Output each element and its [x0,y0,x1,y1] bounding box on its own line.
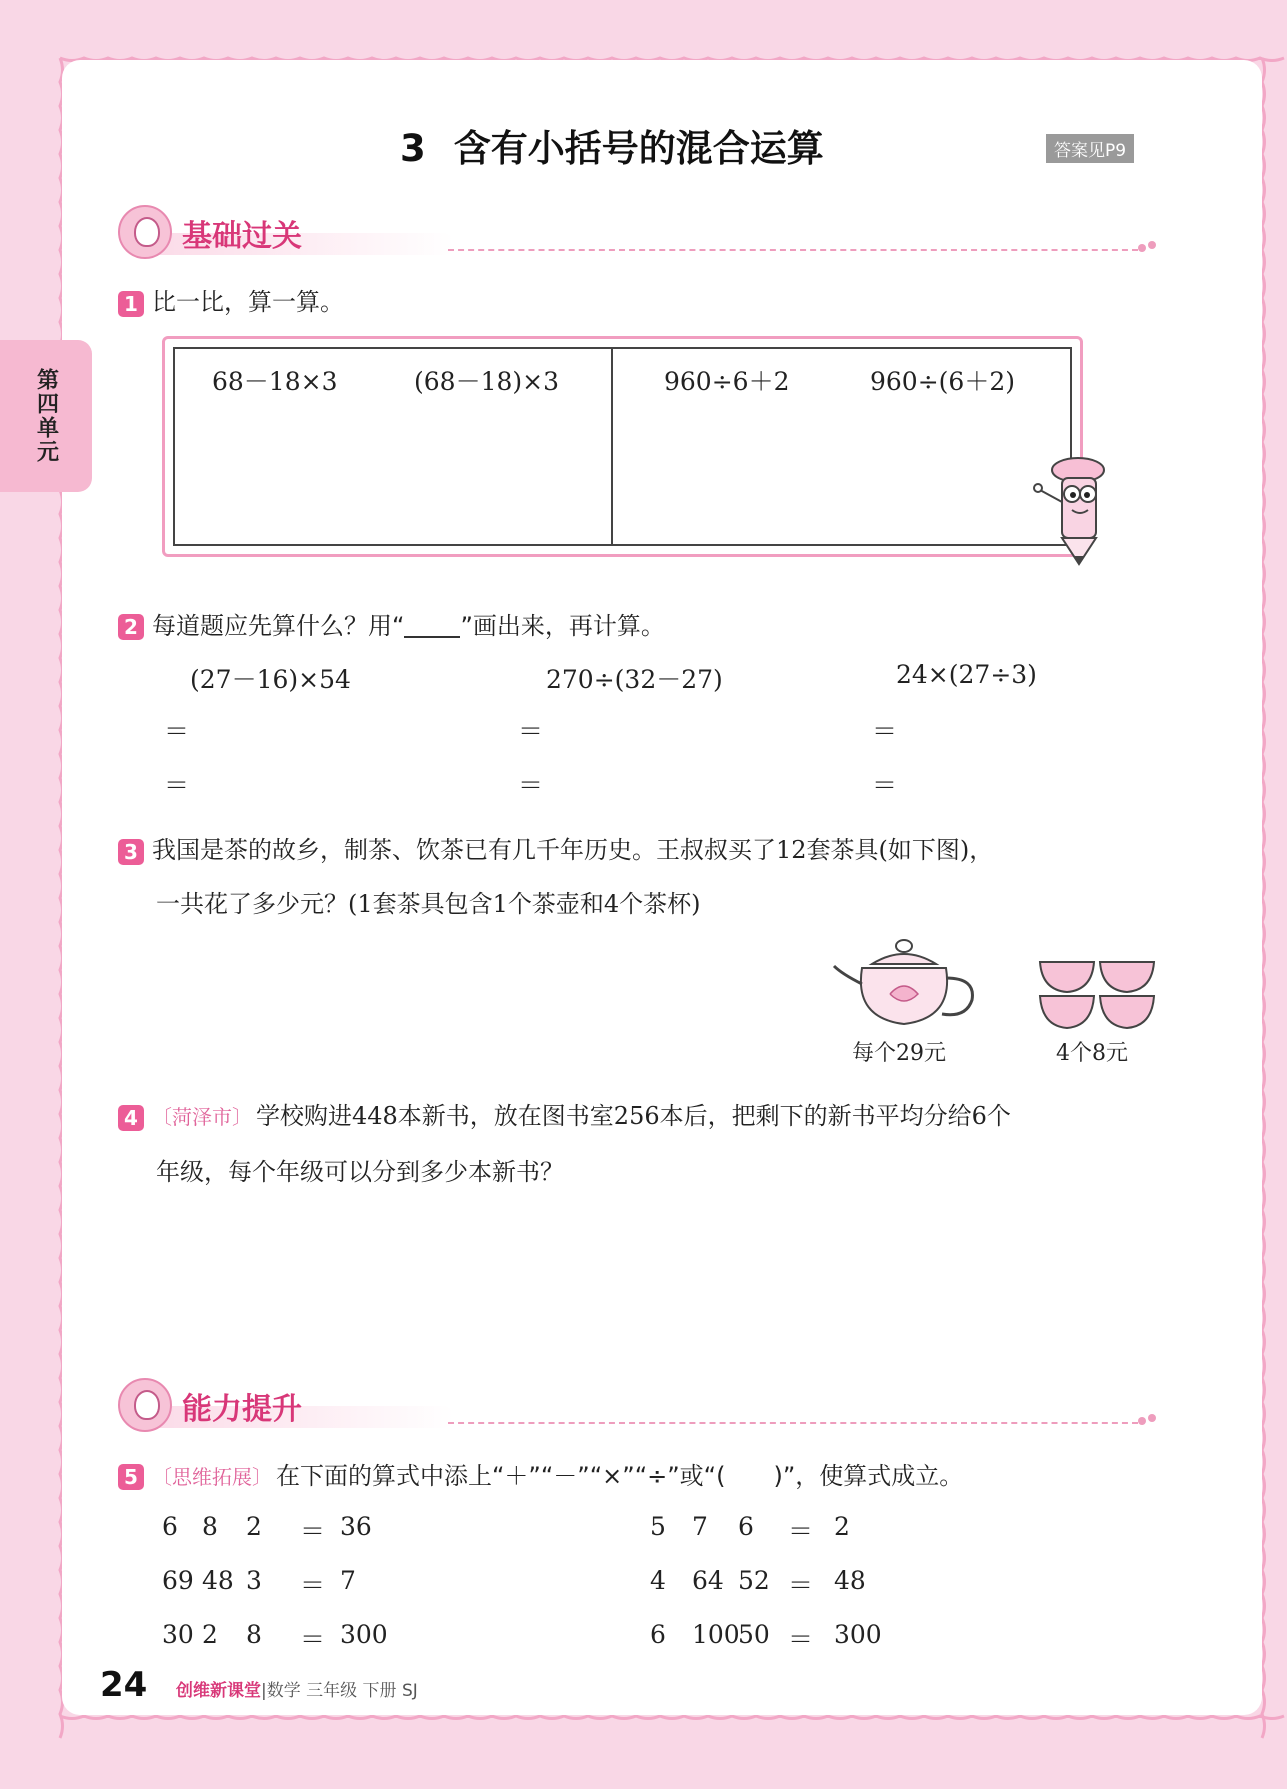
teacups-icon [1036,954,1160,1034]
equals-line: ＝ [518,771,544,800]
equation-number: 50 [738,1620,770,1649]
equation-number: 100 [692,1620,740,1649]
mascot-icon [118,205,172,259]
equation-number: 4 [650,1566,666,1595]
question-number: 2 [118,614,144,640]
teapot-icon [832,938,980,1034]
brand-name: 创维新课堂 [176,1681,261,1701]
equation-number: 64 [692,1566,724,1595]
footer-separator: | [261,1681,267,1701]
cups-price-label: 4个8元 [1056,1041,1128,1066]
unit-label: 第四单元 [33,368,59,464]
mascot-icon [118,1378,172,1432]
equals-line: ＝ [164,771,190,800]
expression: (68－18)×3 [414,367,559,396]
equation-number: 7 [340,1566,356,1595]
equation-number: 3 [246,1566,262,1595]
equals-sign: ＝ [300,1625,326,1654]
question-prompt: 在下面的算式中添上“＋”“－”“×”“÷”或“( )”，使算式成立。 [276,1462,964,1490]
teapot-price-label: 每个29元 [852,1041,946,1066]
pencil-mascot-icon [1026,452,1116,572]
equals-sign: ＝ [788,1625,814,1654]
equation-number: 48 [834,1566,866,1595]
question-prompt: 比一比，算一算。 [152,288,344,316]
expression: 960÷6＋2 [664,367,790,396]
dashed-divider [448,1422,1138,1424]
equation-number: 2 [834,1512,850,1541]
expression: 270÷(32－27) [546,665,723,694]
equation-number: 36 [340,1512,372,1541]
question-prompt-part-a: 每道题应先算什么？用“ [152,612,405,640]
question-4 [118,1096,1011,1131]
equation-number: 5 [650,1512,666,1541]
equation-number: 7 [692,1512,708,1541]
equals-line: ＝ [872,771,898,800]
question-number: 4 [118,1105,144,1131]
question-3-line-2: 一共花了多少元？(1套茶具包含1个茶壶和4个茶杯) [156,890,701,918]
section-header-advanced [118,1378,1158,1432]
equals-sign: ＝ [300,1517,326,1546]
lesson-number: 3 [400,127,426,170]
equation-number: 300 [340,1620,388,1649]
question-2 [118,606,665,641]
answer-reference-badge: 答案见P9 [1046,134,1134,163]
question-text-line-1: 学校购进448本新书，放在图书室256本后，把剩下的新书平均分给6个 [256,1102,1011,1130]
equation-number: 69 [162,1566,194,1595]
question-number: 5 [118,1464,144,1490]
question-5 [118,1456,963,1491]
dots-icon [1138,1414,1158,1428]
equals-sign: ＝ [300,1571,326,1600]
equation-number: 6 [650,1620,666,1649]
question-text-line-1: 我国是茶的故乡，制茶、饮茶已有几千年历史。王叔叔买了12套茶具(如下图)， [152,836,994,864]
page-title [400,118,824,172]
dots-icon [1138,241,1158,255]
compare-box-divider [611,347,613,546]
section-header-basic [118,205,1158,259]
source-tag: 〔思维拓展〕 [152,1465,272,1489]
question-1 [118,282,344,317]
equation-number: 300 [834,1620,882,1649]
equation-number: 8 [202,1512,218,1541]
equation-number: 6 [738,1512,754,1541]
expression: 960÷(6＋2) [870,367,1015,396]
dashed-divider [448,249,1138,251]
section-title: 基础过关 [182,219,302,254]
question-3 [118,830,993,865]
equals-line: ＝ [164,717,190,746]
unit-side-tab [0,340,92,492]
footer-book-info [176,1676,418,1701]
question-4-line-2: 年级，每个年级可以分到多少本新书？ [156,1158,564,1186]
expression: 24×(27÷3) [896,660,1037,689]
expression: 68－18×3 [212,367,338,396]
equation-number: 52 [738,1566,770,1595]
question-number: 3 [118,839,144,865]
equals-line: ＝ [518,717,544,746]
book-info: 数学 三年级 下册 SJ [266,1681,418,1701]
question-prompt-part-b: ”画出来，再计算。 [460,612,665,640]
source-tag: 〔菏泽市〕 [152,1105,252,1129]
equals-sign: ＝ [788,1517,814,1546]
equation-number: 48 [202,1566,234,1595]
equation-number: 6 [162,1512,178,1541]
lesson-title: 含有小括号的混合运算 [453,127,824,170]
equation-number: 30 [162,1620,194,1649]
underline-blank [404,616,460,638]
expression: (27－16)×54 [190,665,351,694]
section-title: 能力提升 [182,1392,302,1427]
equation-number: 8 [246,1620,262,1649]
equation-number: 2 [246,1512,262,1541]
equals-sign: ＝ [788,1571,814,1600]
page-number: 24 [100,1665,148,1705]
equation-number: 2 [202,1620,218,1649]
equals-line: ＝ [872,717,898,746]
question-number: 1 [118,291,144,317]
